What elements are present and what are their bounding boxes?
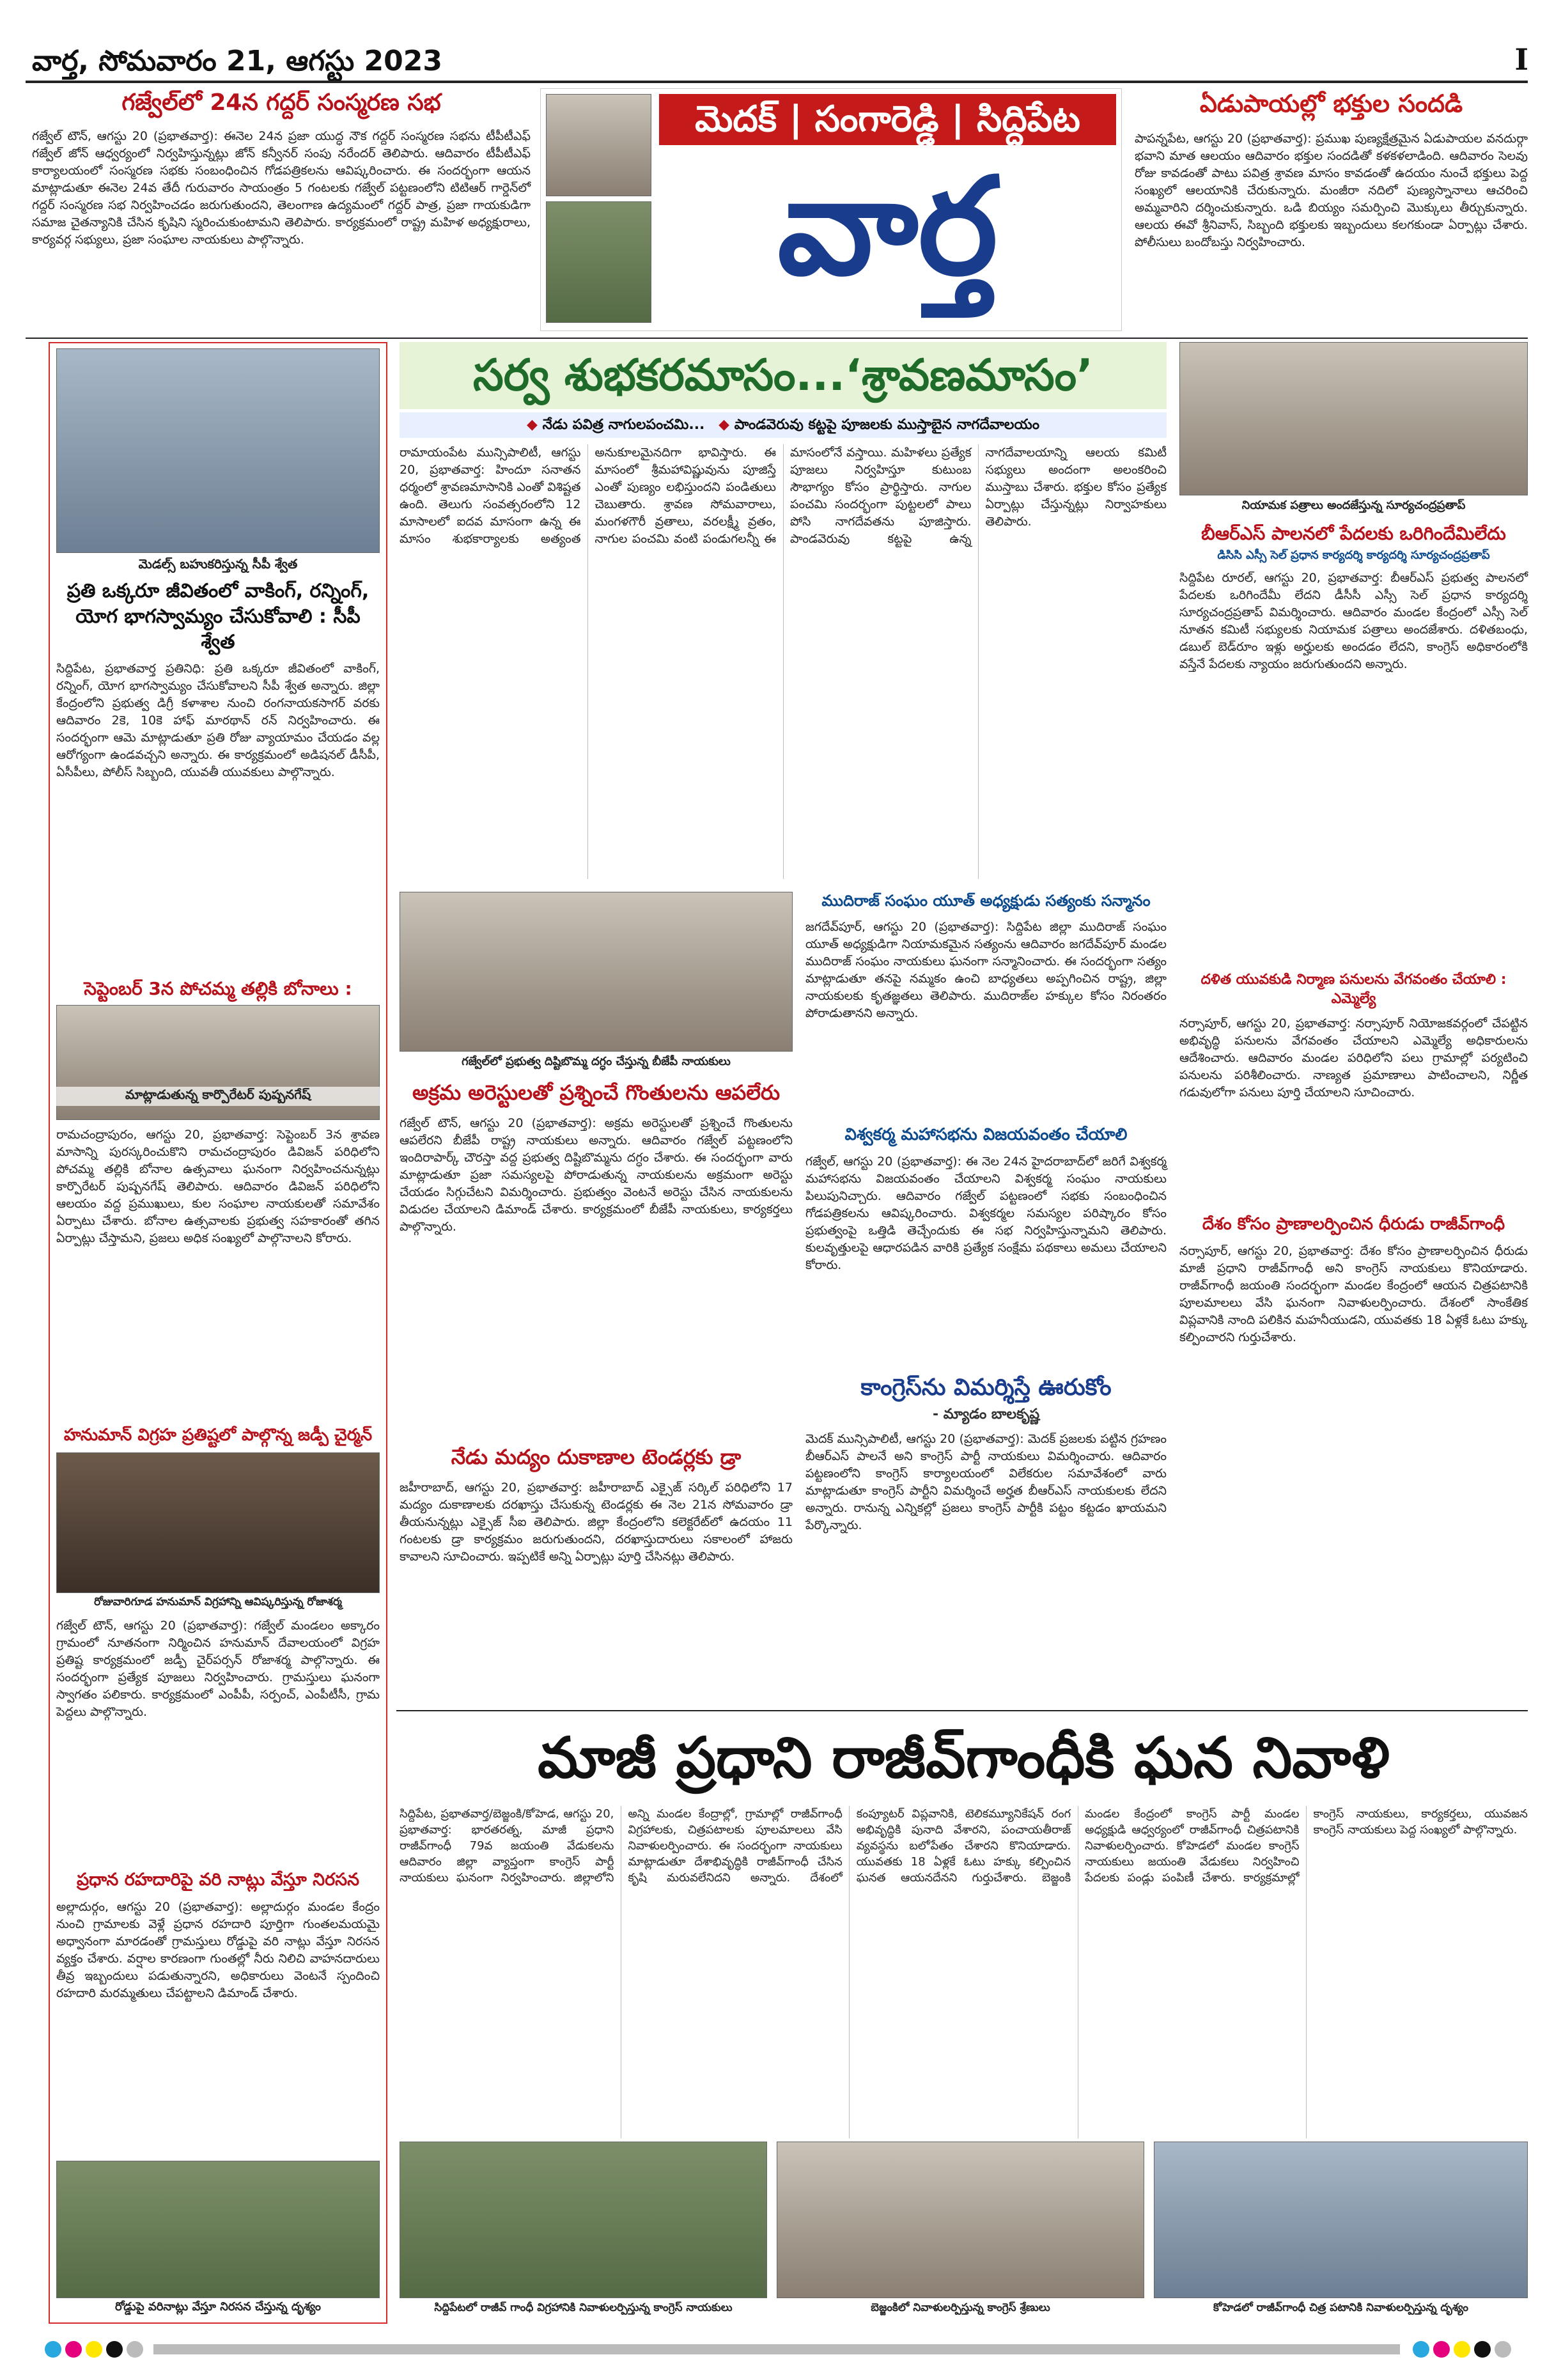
rajiv-photo-siddipet bbox=[400, 2142, 767, 2298]
subhead: డిసిసి ఎస్సీ సెల్ ప్రధాన కార్యదర్శి కార్యదర్శి సూర్యచంద్రప్రతాప్ bbox=[1217, 548, 1490, 562]
headline: మాజీ ప్రధాని రాజీవ్‌గాంధీకి ఘన నివాళి bbox=[538, 1725, 1390, 1791]
article-body: గజ్వేల్, ఆగస్టు 20 (ప్రభాతవార్త): ఈ నెల 24న హైదరాబాద్‌లో జరిగే విశ్వకర్మ మహాసభను విజయవంతం చేయాలని విశ్వకర్మ సంఘం నాయకులు పిలుపునిచ్చారు. ఆదివారం గజ్వేల్ పట్టణంలో సభకు సంబంధించిన గోడపత్రికలను ఆవిష్కరించారు. విశ్వకర్మల సమస్యల పరిష్కారం కోసం ప్రభుత్వంపై ఒత్తిడి తెచ్చేందుకు ఈ సభ నిర్వహిస్తున్నామని తెలిపారు. కులవృత్తులపై ఆధారపడిన వారికి ప్రత్యేక సంక్షేమ పథకాలు అమలు చేయాలని కోరారు. bbox=[805, 1155, 1167, 1272]
article-body: గజ్వేల్ టౌన్, ఆగస్టు 20 (ప్రభాతవార్త): ఈనెల 24న ప్రజా యుద్ధ నౌక గద్దర్ సంస్మరణ సభను టీపీటీఎఫ్ గజ్వేల్ జోన్ ఆధ్వర్యంలో నిర్వహిస్తున్నట్లు జోన్ కన్వీనర్ సంపు నరేందర్ తెలిపారు. ఆదివారం టీపీటీఎఫ్ కార్యాలయంలో సంస్మరణ సభకు సంబంధించిన గోడపత్రికలను ఆవిష్కరించారు. ఈ సందర్భంగా ఆయన మాట్లాడుతూ ఈనెల 24వ తేదీ గురువారం సాయంత్రం 5 గంటలకు గజ్వేల్ పట్టణంలోని టిటిఆర్ గార్డెన్‌లో గద్దర్ సంస్మరణ సభ నిర్వహించడం జరుగుతుందని, తెలంగాణ ఉద్యమంలో గద్దర్ పాత్ర, ప్రజా గాయకుడిగా సమాజ చైతన్యానికి చేసిన కృషిని స్మరించుకుంటామని తెలిపారు. కార్యక్రమంలో రాష్ట్ర మహిళ అధ్యక్షురాలు, కార్యవర్గ సభ్యులు, ప్రజా సంఘాల నాయకులు పాల్గొన్నారు. bbox=[32, 129, 531, 247]
brand-block bbox=[540, 88, 1122, 331]
tag-marker-icon: ◆ bbox=[719, 417, 730, 433]
photo-caption: సిద్దిపేటలో రాజీవ్ గాంధీ విగ్రహానికి నివాళులర్పిస్తున్న కాంగ్రెస్ నాయకులు bbox=[434, 2301, 733, 2314]
registration-dot bbox=[65, 2341, 82, 2358]
headline: నేడు మద్యం దుకాణాల టెండర్లకు డ్రా bbox=[451, 1445, 742, 1469]
rajiv-photo-koheda bbox=[1154, 2142, 1528, 2298]
rajiv-photo-bejjanki bbox=[777, 2142, 1144, 2298]
article-body: మెదక్ మున్సిపాలిటీ, ఆగస్టు 20 (ప్రభాతవార్త): మెదక్ ప్రజలకు పట్టిన గ్రహణం బీఆర్‌ఎస్ పాలనే అని కాంగ్రెస్ పార్టీ నాయకులు విమర్శించారు. ఆదివారం పట్టణంలోని కాంగ్రెస్ కార్యాలయంలో విలేకరుల సమావేశంలో వారు మాట్లాడుతూ కాంగ్రెస్ పార్టీని విమర్శించే అర్హత బీఆర్‌ఎస్ నాయకులకు లేదని అన్నారు. రానున్న ఎన్నికల్లో ప్రజలు కాంగ్రెస్ పార్టీకి పట్టం కట్టడం ఖాయమని పేర్కొన్నారు. bbox=[805, 1432, 1167, 1532]
headline: ముదిరాజ్ సంఘం యూత్ అధ్యక్షుడు సత్యంకు సన్మానం bbox=[821, 892, 1151, 910]
photo-caption: మాట్లాడుతున్న కార్పొరేటర్ పుష్పనగేష్ bbox=[56, 1087, 380, 1106]
article-body: నర్సాపూర్, ఆగస్టు 20, ప్రభాతవార్త: నర్సాపూర్ నియోజకవర్గంలో చేపట్టిన అభివృద్ధి పనులను వేగవంతం చేయాలని ఎమ్మెల్యే అధికారులను ఆదేశించారు. ఆదివారం మండల పరిధిలోని పలు గ్రామాల్లో పర్యటించి పనులను పరిశీలించారు. నాణ్యత ప్రమాణాలు పాటించాలని, నిర్ణీత గడువులోగా పనులు పూర్తి చేయాలని సూచించారు. bbox=[1179, 1016, 1528, 1100]
article-body-road: అల్లాదుర్గం, ఆగస్టు 20 (ప్రభాతవార్త): అల్లాదుర్గం మండల కేంద్రం నుంచి గ్రామాలకు వెళ్లే ప్రధాన రహదారి పూర్తిగా గుంతలమయమై అధ్వానంగా మారడంతో గ్రామస్తులు రోడ్డుపై వరి నాట్లు వేస్తూ నిరసన వ్యక్తం చేశారు. వర్షాల కారణంగా గుంతల్లో నీరు నిలిచి వాహనదారులు తీవ్ర ఇబ్బందులు పడుతున్నారని, అధికారులు వెంటనే స్పందించి రహదారి మరమ్మతులు చేపట్టాలని డిమాండ్ చేశారు. bbox=[56, 1900, 380, 2000]
headline: దేశం కోసం ప్రాణాలర్పించిన ధీరుడు రాజీవ్‌గాంధీ bbox=[1202, 1215, 1505, 1234]
brand-logo: వార్త bbox=[777, 147, 998, 305]
medals-photo bbox=[56, 348, 380, 553]
photo-caption: రోజువారిగూడ హనుమాన్ విగ్రహాన్ని ఆవిష్కరిస్తున్న రోజాశర్మ bbox=[94, 1596, 342, 1608]
article-body: సిద్దిపేట రూరల్, ఆగస్టు 20, ప్రభాతవార్త: బీఆర్‌ఎస్ ప్రభుత్వ పాలనలో పేదలకు ఒరిగిందేమీ లేదని డీసీసీ ఎస్సీ సెల్ ప్రధాన కార్యదర్శి సూర్యచంద్రప్రతాప్ విమర్శించారు. ఆదివారం మండల కేంద్రంలో ఎస్సీ సెల్ నూతన కమిటీ సభ్యులకు నియామక పత్రాలు అందజేశారు. దళితబంధు, డబుల్ బెడ్‌రూం ఇళ్లు అర్హులకు అందడం లేదని, కాంగ్రెస్ అధికారంలోకి వస్తేనే పేదలకు న్యాయం జరుగుతుందని అన్నారు. bbox=[1179, 571, 1528, 671]
article-body-hanuman: గజ్వేల్ టౌన్, ఆగస్టు 20 (ప్రభాతవార్త): గజ్వేల్ మండలం అక్కారం గ్రామంలో నూతనంగా నిర్మించిన హనుమాన్ దేవాలయంలో విగ్రహ ప్రతిష్ట కార్యక్రమంలో జడ్పీ చైర్‌పర్సన్ రోజాశర్మ పాల్గొన్నారు. ఈ సందర్భంగా ప్రత్యేక పూజలు నిర్వహించారు. గ్రామస్తులు ఘనంగా స్వాగతం పలికారు. కార్యక్రమంలో ఎంపీపీ, సర్పంచ్, ఎంపీటీసీ, గ్రామ పెద్దలు పాల్గొన్నారు. bbox=[56, 1619, 380, 1719]
photo-caption: గజ్వేల్‌లో ప్రభుత్వ దిష్టిబొమ్మ దగ్ధం చేస్తున్న బీజేపీ నాయకులు bbox=[462, 1055, 731, 1068]
article-body: నర్సాపూర్, ఆగస్టు 20, ప్రభాతవార్త: దేశం కోసం ప్రాణాలర్పించిన ధీరుడు మాజీ ప్రధాని రాజీవ్‌గాంధీ అని కాంగ్రెస్ నాయకులు కొనియాడారు. రాజీవ్‌గాంధీ జయంతి సందర్భంగా మండల కేంద్రంలో ఆయన చిత్రపటానికి పూలమాలలు వేసి ఘనంగా నివాళులర్పించారు. దేశంలో సాంకేతిక విప్లవానికి నాంది పలికిన మహనీయుడని, యువతకు 18 ఏళ్లకే ఓటు హక్కు కల్పించారని గుర్తుచేశారు. bbox=[1179, 1244, 1528, 1344]
tag-nagula-panchami: నేడు పవిత్ర నాగులపంచమి... bbox=[542, 417, 705, 433]
tag-marker-icon: ◆ bbox=[527, 417, 538, 433]
hanuman-photo bbox=[56, 1452, 380, 1593]
article-body-sravanam: రామాయంపేట మున్సిపాలిటీ, ఆగస్టు 20, ప్రభాతవార్త: హిందూ సనాతన ధర్మంలో శ్రావణమాసానికి ఎంతో విశిష్టత ఉంది. తెలుగు సంవత్సరంలోని 12 మాసాలలో ఐదవ మాసంగా ఉన్న ఈ మాసం శుభకార్యాలకు అత్యంత అనుకూలమైనదిగా భావిస్తారు. ఈ మాసంలో శ్రీమహావిష్ణువును పూజిస్తే ఎంతో పుణ్యం లభిస్తుందని పండితులు చెబుతారు. శ్రావణ సోమవారాలు, మంగళగౌరీ వ్రతాలు, వరలక్ష్మీ వ్రతం, నాగుల పంచమి వంటి పండుగలన్నీ ఈ మాసంలోనే వస్తాయి. మహిళలు ప్రత్యేక పూజలు నిర్వహిస్తూ కుటుంబ సౌభాగ్యం కోసం ప్రార్థిస్తారు. నాగుల పంచమి సందర్భంగా పుట్టలలో పాలు పోసి నాగదేవతను పూజిస్తారు. పాండవెరువు కట్టపై ఉన్న నాగదేవాలయాన్ని ఆలయ కమిటీ సభ్యులు అందంగా అలంకరించి ముస్తాబు చేశారు. భక్తుల కోసం ప్రత్యేక ఏర్పాట్లు చేస్తున్నట్లు నిర్వాహకులు తెలిపారు. bbox=[400, 446, 1167, 546]
registration-dot bbox=[1454, 2341, 1470, 2358]
article-congress-medak bbox=[805, 1374, 1167, 1707]
rajiv-banner bbox=[400, 1716, 1528, 1800]
masthead-rule bbox=[26, 81, 1528, 83]
headline: దళిత యువకుడి నిర్మాణ పనులను వేగవంతం చేయాలి : ఎమ్మెల్యే bbox=[1200, 972, 1507, 1007]
district-band: మెదక్ | సంగారెడ్డి | సిద్దిపేట bbox=[659, 94, 1116, 145]
hanuman-headline-box bbox=[56, 1426, 380, 1451]
article-body: సిద్దిపేట, ప్రభాతవార్త ప్రతినిధి: ప్రతి ఒక్కరూ జీవితంలో వాకింగ్, రన్నింగ్, యోగ భాగస్వామ్యం చేసుకోవాలని సీపీ శ్వేత అన్నారు. జిల్లా కేంద్రంలోని ప్రభుత్వ డిగ్రీ కళాశాల నుంచి రంగనాయకసాగర్ వరకు ఆదివారం 2కె, 10కె హాఫ్ మారథాన్ రన్ నిర్వహించారు. ఈ సందర్భంగా ఆమె మాట్లాడుతూ ప్రతి రోజు వ్యాయామం చేయడం వల్ల ఆరోగ్యంగా ఉండవచ్చని అన్నారు. ఈ కార్యక్రమంలో అడిషనల్ డీసీపీ, ఏసీపీలు, పోలీస్ సిబ్బంది, యువతీ యువకులు పాల్గొన్నారు. bbox=[56, 662, 380, 779]
temple-photo-2 bbox=[546, 201, 651, 323]
photo-caption: రోడ్డుపై వరినాట్లు వేస్తూ నిరసన చేస్తున్న దృశ్యం bbox=[115, 2300, 321, 2314]
headline: ప్రతి ఒక్కరూ జీవితంలో వాకింగ్, రన్నింగ్, యోగ భాగస్వామ్యం చేసుకోవాలి : సీపీ శ్వేత bbox=[66, 580, 369, 653]
article-body-rajiv: సిద్దిపేట, ప్రభాతవార్త/బెజ్జంకి/కోహెడ, ఆగస్టు 20, ప్రభాతవార్త: భారతరత్న, మాజీ ప్రధాని రాజీవ్‌గాంధీ 79వ జయంతి వేడుకలను ఆదివారం జిల్లా వ్యాప్తంగా కాంగ్రెస్ పార్టీ నాయకులు ఘనంగా నిర్వహించారు. జిల్లాలోని అన్ని మండల కేంద్రాల్లో, గ్రామాల్లో రాజీవ్‌గాంధీ విగ్రహాలకు, చిత్రపటాలకు పూలమాలలు వేసి నివాళులర్పించారు. ఈ సందర్భంగా నాయకులు మాట్లాడుతూ దేశాభివృద్ధికి రాజీవ్‌గాంధీ చేసిన కృషి మరువలేనిదని అన్నారు. దేశంలో కంప్యూటర్ విప్లవానికి, టెలికమ్యూనికేషన్ రంగ అభివృద్ధికి పునాది వేశారని, పంచాయతీరాజ్ వ్యవస్థను బలోపేతం చేశారని కొనియాడారు. యువతకు 18 ఏళ్లకే ఓటు హక్కు కల్పించిన ఘనత ఆయనదేనని గుర్తుచేశారు. బెజ్జంకి మండల కేంద్రంలో కాంగ్రెస్ పార్టీ మండల అధ్యక్షుడి ఆధ్వర్యంలో రాజీవ్‌గాంధీ చిత్రపటానికి నివాళులర్పించారు. కోహెడలో మండల కాంగ్రెస్ నాయకులు జయంతి వేడుకలు నిర్వహించి పేదలకు పండ్లు పంపిణీ చేశారు. కార్యక్రమాల్లో కాంగ్రెస్ నాయకులు, కార్యకర్తలు, యువజన కాంగ్రెస్ నాయకులు పెద్ద సంఖ్యలో పాల్గొన్నారు. bbox=[400, 1807, 1528, 1885]
sravanam-tags bbox=[400, 412, 1167, 438]
article-body: జహీరాబాద్, ఆగస్టు 20, ప్రభాతవార్త: జహీరాబాద్ ఎక్సైజ్ సర్కిల్ పరిధిలోని 17 మద్యం దుకాణాలకు దరఖాస్తు చేసుకున్న టెండర్లకు ఈ నెల 21న సోమవారం డ్రా తీయనున్నట్లు ఎక్సైజ్ సీఐ తెలిపారు. జిల్లా కేంద్రంలోని కలెక్టరేట్‌లో ఉదయం 11 గంటలకు డ్రా కార్యక్రమం జరుగుతుందని, దరఖాస్తుదారులు సకాలంలో హాజరు కావాలని సూచించారు. ఇప్పటికే అన్ని ఏర్పాట్లు పూర్తి చేసినట్లు తెలిపారు. bbox=[400, 1481, 793, 1564]
tag-temple: పాండవెరువు కట్టపై పూజలకు ముస్తాబైన నాగదేవాలయం bbox=[734, 417, 1039, 433]
headline: హనుమాన్ విగ్రహ ప్రతిష్టలో పాల్గొన్న జడ్పీ చైర్మన్ bbox=[63, 1426, 373, 1445]
page-number: I bbox=[1514, 42, 1528, 77]
headline: ఏడుపాయల్లో భక్తుల సందడి bbox=[1199, 89, 1463, 118]
headline: సర్వ శుభకరమాసం...‘శ్రావణమాసం’ bbox=[473, 350, 1093, 401]
article-rajiv-side bbox=[1179, 1215, 1528, 1707]
headline: బీఆర్‌ఎస్ పాలనలో పేదలకు ఒరిగిందేమిలేదు bbox=[1201, 523, 1506, 544]
sravanam-banner bbox=[400, 342, 1167, 409]
temple-photo-1 bbox=[546, 94, 651, 196]
registration-dot bbox=[1433, 2341, 1450, 2358]
registration-dot bbox=[1413, 2341, 1429, 2358]
dateline: వార్త, సోమవారం 21, ఆగస్టు 2023 bbox=[32, 45, 442, 77]
headline: ప్రధాన రహదారిపై వరి నాట్లు వేస్తూ నిరసన bbox=[76, 1870, 360, 1890]
headline: కాంగ్రెస్‌ను విమర్శిస్తే ఊరుకోం bbox=[860, 1374, 1112, 1401]
article-gajwel bbox=[32, 89, 531, 332]
row-rule bbox=[26, 338, 1528, 339]
road-photo bbox=[56, 2161, 380, 2298]
photo-caption: నియామక పత్రాలు అందజేస్తున్న సూర్యచంద్రప్రతాప్ bbox=[1241, 499, 1466, 512]
article-liquor bbox=[400, 1445, 793, 1707]
row-rule bbox=[396, 1710, 1528, 1711]
headline: విశ్వకర్మ మహాసభను విజయవంతం చేయాలి bbox=[844, 1125, 1128, 1144]
registration-dot bbox=[86, 2341, 102, 2358]
article-body: పాపన్నపేట, ఆగస్టు 20 (ప్రభాతవార్త): ప్రముఖ పుణ్యక్షేత్రమైన ఏడుపాయల వనదుర్గా భవాని మాత ఆలయం ఆదివారం భక్తుల సందడితో కళకళలాడింది. ఆదివారం సెలవు రోజు కావడంతో పాటు పవిత్ర శ్రావణ మాసం కావడంతో ఉదయం నుంచే భక్తులు పెద్ద సంఖ్యలో ఆలయానికి చేరుకున్నారు. మంజీరా నదిలో పుణ్యస్నానాలు ఆచరించి అమ్మవారిని దర్శించుకున్నారు. ఒడి బియ్యం సమర్పించి మొక్కులు తీర్చుకున్నారు. ఆలయ ఈవో శ్రీనివాస్, సిబ్బంది భక్తులకు ఇబ్బందులు కలగకుండా ఏర్పాట్లు చేశారు. పోలీసులు బందోబస్తు నిర్వహించారు. bbox=[1135, 132, 1528, 249]
article-vishwakarma bbox=[805, 1125, 1167, 1381]
article-body: గజ్వేల్ టౌన్, ఆగస్టు 20 (ప్రభాతవార్త): అక్రమ అరెస్టులతో ప్రశ్నించే గొంతులను ఆపలేరని బీజేపీ రాష్ట్ర నాయకులు అన్నారు. ఆదివారం గజ్వేల్ పట్టణంలోని ఇందిరాపార్క్ చౌరస్తా వద్ద ప్రభుత్వ దిష్టిబొమ్మను దగ్ధం చేశారు. ఈ సందర్భంగా వారు మాట్లాడుతూ ప్రజా సమస్యలపై పోరాడుతున్న నాయకులను అక్రమంగా అరెస్టు చేయడం సిగ్గుచేటని విమర్శించారు. ప్రభుత్వం వెంటనే అరెస్టు చేసిన నాయకులను విడుదల చేయాలని డిమాండ్ చేశారు. కార్యక్రమంలో బీజేపీ నాయకులు, కార్యకర్తలు పాల్గొన్నారు. bbox=[400, 1116, 793, 1234]
registration-dot bbox=[1474, 2341, 1491, 2358]
headline: గజ్వేల్‌లో 24న గద్దర్ సంస్మరణ సభ bbox=[121, 89, 441, 116]
photo-caption: మెడల్స్ బహుకరిస్తున్న సీపీ శ్వేత bbox=[138, 556, 298, 572]
photo-caption: బెజ్జంకిలో నివాళులర్పిస్తున్న కాంగ్రెస్ శ్రేణులు bbox=[871, 2301, 1050, 2314]
registration-dot bbox=[106, 2341, 123, 2358]
footer-bar bbox=[153, 2344, 1400, 2354]
article-dalit bbox=[1179, 972, 1528, 1215]
article-brs bbox=[1179, 523, 1528, 970]
photo-caption: కోహెడలో రాజీవ్‌గాంధీ చిత్ర పటానికి నివాళులర్పిస్తున్న దృశ్యం bbox=[1213, 2301, 1468, 2314]
bonalu-headline-box bbox=[56, 978, 380, 1004]
registration-dot bbox=[45, 2341, 61, 2358]
article-body-bonalu: రామచంద్రాపురం, ఆగస్టు 20, ప్రభాతవార్త: సెప్టెంబర్ 3న శ్రావణ మాసాన్ని పురస్కరించుకొని రామచంద్రాపురం డివిజన్ పరిధిలోని పోచమ్మ తల్లికి బోనాల ఉత్సవాలు ఘనంగా నిర్వహించనున్నట్లు కార్పొరేటర్ పుష్పనగేష్ తెలిపారు. ఆదివారం డివిజన్ పరిధిలోని ఆలయం వద్ద ప్రముఖులు, కుల సంఘాల నాయకులతో సమావేశం ఏర్పాటు చేశారు. బోనాల ఉత్సవాలకు ప్రభుత్వ సహకారంతో తగిన ఏర్పాట్లు చేస్తామని, ప్రజలు అధిక సంఖ్యలో పాల్గొనాలని కోరారు. bbox=[56, 1128, 380, 1245]
article-bjp bbox=[400, 1080, 793, 1477]
article-cp-swetha bbox=[56, 579, 380, 975]
registration-dot bbox=[127, 2341, 143, 2358]
bjp-photo bbox=[400, 892, 793, 1052]
article-mudiraj bbox=[805, 892, 1167, 1135]
brs-photo bbox=[1179, 342, 1528, 495]
headline: అక్రమ అరెస్టులతో ప్రశ్నించే గొంతులను ఆపలేరు bbox=[412, 1080, 781, 1105]
registration-dot bbox=[1495, 2341, 1511, 2358]
headline: సెప్టెంబర్ 3న పోచమ్మ తల్లికి బోనాలు : bbox=[84, 978, 352, 999]
byline: - మ్యాడం బాలకృష్ణ bbox=[932, 1406, 1040, 1422]
article-edupayala bbox=[1135, 89, 1528, 332]
road-headline-box bbox=[56, 1870, 380, 1895]
article-body: జగదేవ్‌పూర్, ఆగస్టు 20 (ప్రభాతవార్త): సిద్దిపేట జిల్లా ముదిరాజ్ సంఘం యూత్ అధ్యక్షుడిగా నియామకమైన సత్యంను ఆదివారం జగదేవ్‌పూర్ మండల ముదిరాజ్ సంఘం నాయకులు ఘనంగా సన్మానించారు. ఈ సందర్భంగా సత్యం మాట్లాడుతూ తనపై నమ్మకం ఉంచి బాధ్యతలు అప్పగించిన రాష్ట్ర, జిల్లా నాయకులకు కృతజ్ఞతలు తెలిపారు. ముదిరాజ్‌ల హక్కుల కోసం నిరంతరం పోరాడుతానని అన్నారు. bbox=[805, 920, 1167, 1020]
